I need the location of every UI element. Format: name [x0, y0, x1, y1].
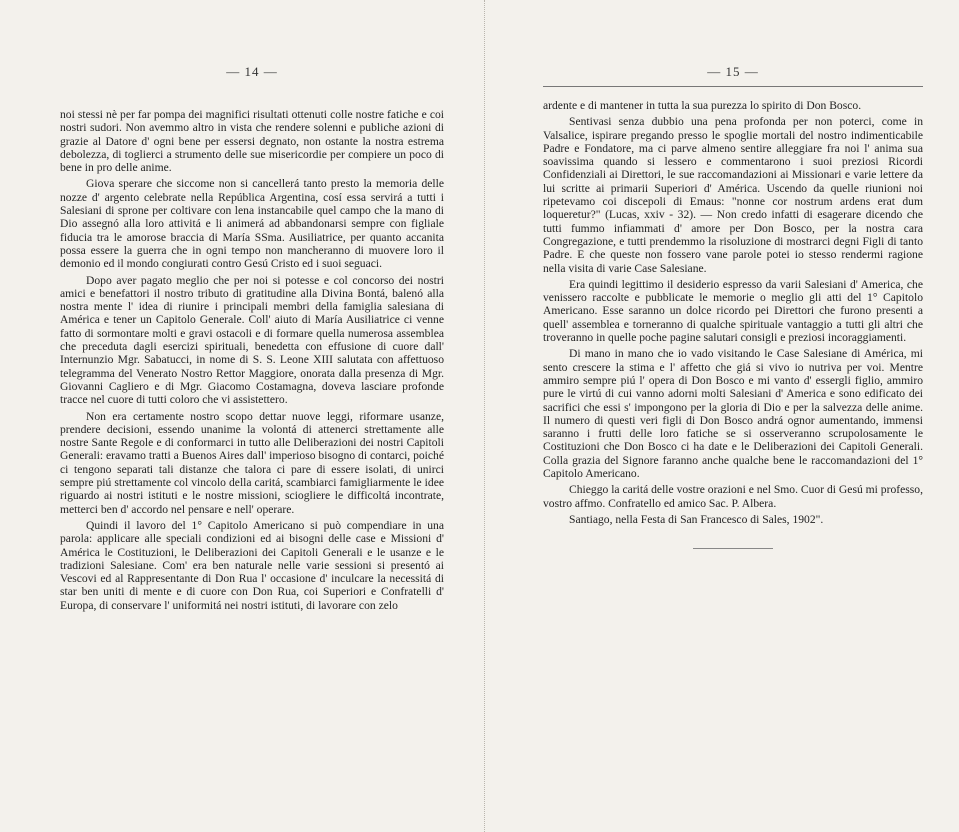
right-page-number: — 15 —	[543, 64, 923, 87]
left-page-number: — 14 —	[226, 64, 278, 79]
left-paragraph-5: Quindi il lavoro del 1° Capitolo Americano si può compendiare in una parola: applicare alle speciali condizioni ed ai bisogni delle case e Missioni d' América le Costituzioni, le Deliberazioni dei Capitoli Generali e le usanze e le tradizioni Salesiane. Com' era ben naturale nelle varie sessioni si presentó ai Vescovi ed al Rappresentante di Don Rua l' occasione d' inculcare la necessitá di star ben uniti di mente e di cuore con Don Rua, coi Superiori e Confratelli d' Europa, di conservare l' uniformitá nei nostri istituti, di lavorare con zelo	[60, 518, 444, 612]
left-paragraph-1: noi stessi nè per far pompa dei magnifici risultati ottenuti colle nostre fatiche e coi nostri sudori. Non avemmo altro in vista che rendere solenni e publiche azioni di grazie al Datore d' ogni bene per essersi degnato, non ostante la nostra estrema debolezza, di toglierci a strumento delle sue misericordie per compiere un poco di bene in pro delle anime.	[60, 108, 444, 175]
end-rule	[693, 548, 773, 549]
right-paragraph-3: Era quindi legittimo il desiderio espresso da varii Salesiani d' America, che venissero raccolte e pubblicate le memorie o meglio gli atti del 1° Capitolo Americano. Esse saranno un dolce ricordo pei Direttori che furono presenti a quell' assemblea e torneranno di qualche spirituale vantaggio a tutti gli altri che troveranno in quelle poche pagine salutari consigli e preziosi incoraggiamenti.	[543, 277, 923, 345]
left-paragraph-2: Giova sperare che siccome non si cancellerá tanto presto la memoria delle nozze d' argento celebrate nella República Argentina, cosí essa servirá a tutti i Salesiani di sprone per coltivare con lena instancabile quel campo che la mano di Dio assegnó alla loro attivitá e li animerá ad abbandonarsi sempre con figliale fiducia tra le amorose braccia di María SSma. Ausiliatrice, per quanto accanita possa essere la guerra che in ogni tempo non mancheranno di muovere loro il demonio ed il mondo congiurati contro Gesú Cristo ed i suoi seguaci.	[60, 177, 444, 271]
right-paragraph-1: ardente e di mantener in tutta la sua purezza lo spirito di Don Bosco.	[543, 99, 862, 112]
right-page	[543, 64, 923, 549]
right-paragraph-4: Di mano in mano che io vado visitando le Case Salesiane di América, mi sento crescere la stima e l' affetto che giá si vivo io nutriva per voi. Mentre ammiro sempre piú l' opera di Don Bosco e mi vanto d' essergli figlio, ammiro pure le virtú di cui vanno adorni molti Salesiani d' America e sono edificato dei sacrifici che essi s' impongono per la gloria di Dio e per la salvezza delle anime. Il numero di questi veri figli di Don Bosco andrá ognor aumentando, immensi saranno i frutti delle loro fatiche se si osserveranno scrupolosamente le Costituzioni che Don Bosco ci ha date e le Deliberazioni dei Capitoli Generali. Colla grazia del Signore faranno anche qualche bene le raccomandazioni del 1° Capitolo Americano.	[543, 347, 923, 481]
right-paragraph-2: Sentivasi senza dubbio una pena profonda per non poterci, come in Valsalice, ispirare pregando presso le spoglie mortali del nostro indimenticabile Padre e Fondatore, ma ci parve almeno sentire alleggiare fra noi l' anima sua soavissima quando si lessero e commentarono i suoi preziosi Ricordi Confidenziali ai Direttori, le sue raccomandazioni ai Missionari e varie lettere da lui scritte ai primarii Superiori d' América. Uscendo da quelle riunioni noi ripetevamo coi discepoli di Emaus: "nonne cor nostrum ardens erat dum loqueretur?" (Lucas, xxiv - 32). — Non credo infatti di esagerare dicendo che tutti fummo infiammati d' amore per Don Bosco, per la nostra cara Congregazione, e tutti prendemmo la risoluzione di mostrarci degni Figli di tanto Padre. E che queste non fossero vane parole potei io stesso rendermi ragione nella visita di varie Case Salesiane.	[543, 115, 923, 275]
right-paragraph-5: Chieggo la caritá delle vostre orazioni e nel Smo. Cuor di Gesú mi professo, vostro affmo. Confratello ed amico Sac. P. Albera.	[543, 483, 923, 510]
left-paragraph-4: Non era certamente nostro scopo dettar nuove leggi, riformare usanze, prendere decisioni, essendo unanime la volontá di attenerci strettamente alle nostre Sante Regole e di conformarci in tutto alle Deliberazioni dei nostri Capitoli Generali: eravamo tratti a Buenos Aires dall' imperioso bisogno di contarci, poiché ci tengono separati tali distanze che talora ci pare di essere isolati, di unirci sempre piú strettamente col vincolo della caritá, scambiarci famigliarmente le idee riguardo ai nostri istituti e le nostre missioni, sciogliere le difficoltá incontrate, metterci ben d' accordo nel pensare e nell' operare.	[60, 409, 444, 516]
page-gutter	[484, 0, 486, 832]
dateline: Santiago, nella Festa di San Francesco di Sales, 1902".	[569, 512, 824, 526]
left-paragraph-3: Dopo aver pagato meglio che per noi si potesse e col concorso dei nostri amici e benefattori il nostro tributo di gratitudine alla Divina Bontá, balenó alla nostra mente l' idea di riunire i principali membri della famiglia salesiana di América e tener un Capitolo Generale. Coll' aiuto di María Ausiliatrice ci venne fatto di sormontare molti e gravi ostacoli e di formare quella numerosa assemblea che preceduta dagli esercizi spirituali, benedetta con effusione di cuore dall' Internunzio Mgr. Sabatucci, in nome di S. S. Leone XIII salutata con affettuoso telegramma del Venerato Nostro Rettor Maggiore, onorata dalla presenza di Mgr. Giovanni Cagliero e di Mgr. Giacomo Costamagna, doveva lasciare profonde tracce nel cuore di tutti coloro che vi assistettero.	[60, 273, 444, 407]
left-page	[60, 64, 444, 615]
